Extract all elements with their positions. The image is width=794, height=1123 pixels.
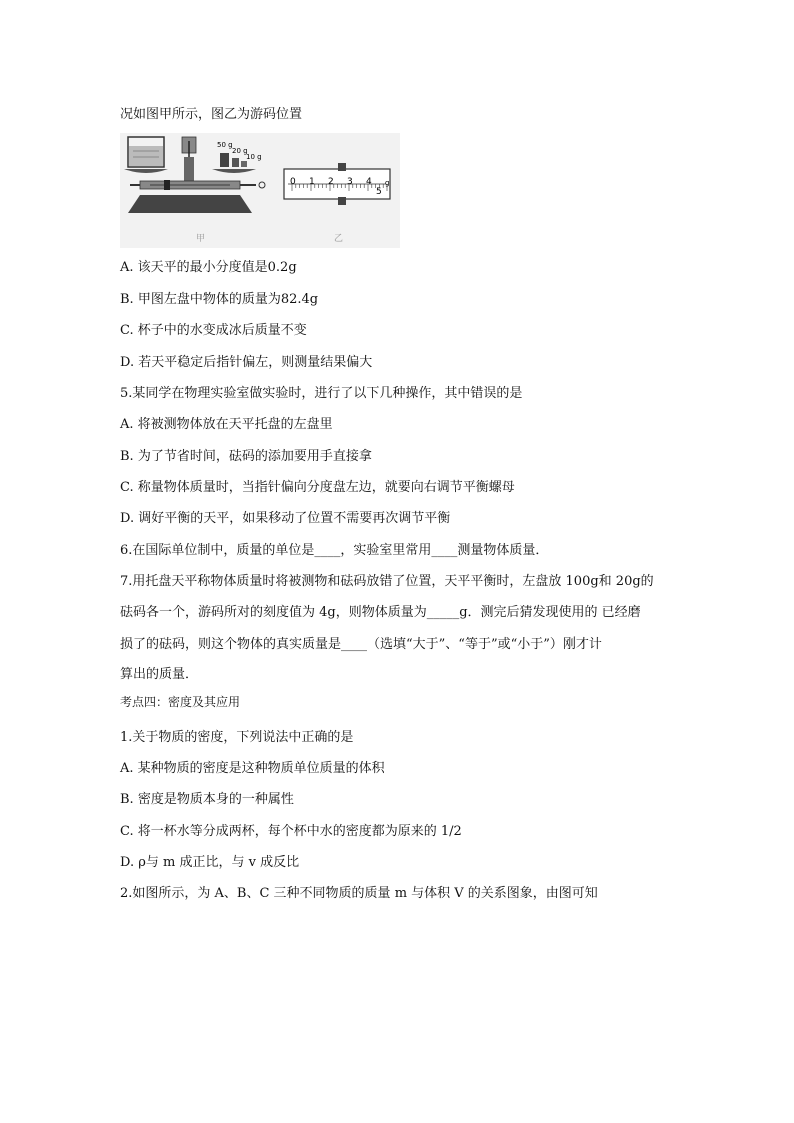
- rider-scale: [284, 163, 390, 205]
- weight-10g: [241, 161, 247, 167]
- water: [129, 146, 163, 166]
- ruler-tick-5: 5: [376, 187, 382, 197]
- ruler-tick-3: 3: [347, 177, 353, 187]
- d1-option-c: C. 将一杯水等分成两杯，每个杯中水的密度都为原来的 1/2: [120, 824, 462, 839]
- q4-option-a: A. 该天平的最小分度值是0.2g: [120, 260, 297, 275]
- q5-option-a: A. 将被测物体放在天平托盘的左盘里: [120, 417, 333, 432]
- q4-option-c: C. 杯子中的水变成冰后质量不变: [120, 323, 307, 338]
- q5-stem: 5.某同学在物理实验室做实验时，进行了以下几种操作，其中错误的是: [120, 386, 523, 401]
- q5-option-c: C. 称量物体质量时，当指针偏向分度盘左边，就要向右调节平衡螺母: [120, 480, 515, 495]
- caption-right: 乙: [334, 234, 344, 244]
- weight-label-50g: 50 g: [217, 141, 233, 149]
- balance-figure: [120, 133, 400, 248]
- q7-line-2: 砝码各一个，游码所对的刻度值为 4g，则物体质量为_____g．测完后猜发现使用的 已经磨: [120, 605, 641, 620]
- balance-illustration: [120, 133, 400, 248]
- weight-20g: [232, 158, 239, 167]
- weight-50g: [220, 153, 229, 167]
- rider: [164, 180, 170, 190]
- q7-line-3: 损了的砝码，则这个物体的真实质量是____（选填“大于”、“等于”或“小于”）刚才计: [120, 637, 602, 652]
- weight-label-10g: 10 g: [246, 153, 262, 161]
- ruler-tick-1: 1: [309, 177, 315, 187]
- q5-option-d: D. 调好平衡的天平，如果移动了位置不需要再次调节平衡: [120, 511, 451, 526]
- q6-text: 6.在国际单位制中，质量的单位是____，实验室里常用____测量物体质量．: [120, 543, 549, 558]
- d1-option-b: B. 密度是物质本身的一种属性: [120, 792, 294, 807]
- balance-column: [184, 157, 194, 183]
- ruler-unit: g: [385, 179, 390, 187]
- q4-option-d: D. 若天平稳定后指针偏左，则测量结果偏大: [120, 355, 373, 370]
- rider-marker-bottom: [338, 197, 346, 205]
- d2-stem: 2.如图所示，为 A、B、C 三种不同物质的质量 m 与体积 V 的关系图象，由图可知: [120, 886, 598, 901]
- caption-left: 甲: [196, 234, 206, 244]
- rider-marker-top: [338, 163, 346, 171]
- ruler-tick-0: 0: [290, 177, 296, 187]
- q4-option-b: B. 甲图左盘中物体的质量为82.4g: [120, 292, 319, 307]
- q7-line-1: 7.用托盘天平称物体质量时将被测物和砝码放错了位置，天平平衡时，左盘放 100g和 20g的: [120, 574, 654, 589]
- weight-label-20g: 20 g: [232, 147, 248, 155]
- q5-option-b: B. 为了节省时间，砝码的添加要用手直接拿: [120, 449, 372, 464]
- intro-text: 况如图甲所示，图乙为游码位置: [120, 107, 303, 122]
- ruler-tick-2: 2: [328, 177, 334, 187]
- section-heading: 考点四：密度及其应用: [120, 695, 241, 709]
- q7-line-4: 算出的质量．: [120, 667, 199, 682]
- balance-base: [128, 195, 252, 213]
- d1-stem: 1.关于物质的密度，下列说法中正确的是: [120, 730, 354, 745]
- d1-option-a: A. 某种物质的密度是这种物质单位质量的体积: [120, 761, 385, 776]
- d1-option-d: D. ρ与 m 成正比，与 v 成反比: [120, 855, 300, 870]
- ruler-tick-4: 4: [366, 177, 372, 187]
